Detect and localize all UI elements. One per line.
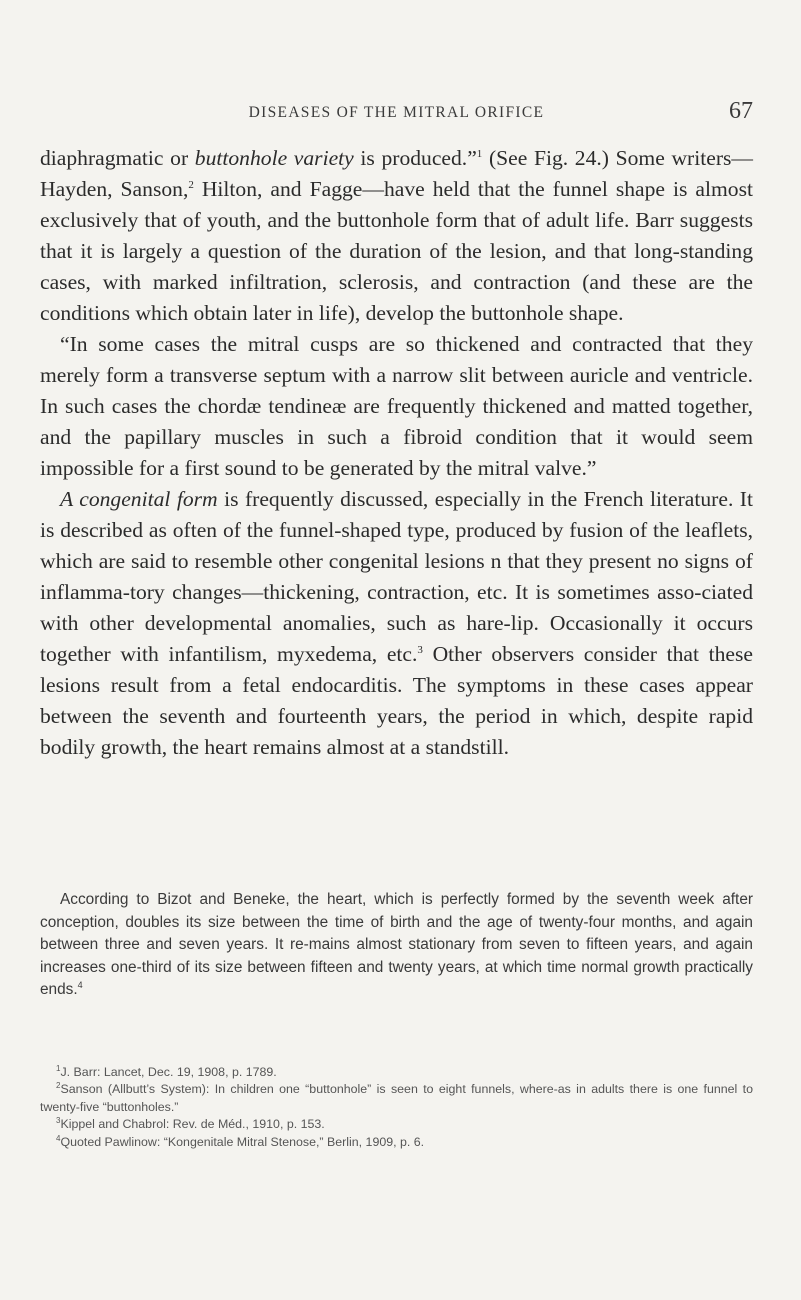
footnote-mark: 2 [56,1081,61,1091]
footnote-ref: 4 [77,980,83,991]
footnote-text: J. Barr: Lancet, Dec. 19, 1908, p. 1789. [60,1065,277,1079]
footnote-mark: 4 [56,1133,61,1143]
paragraph-1 [40,143,753,329]
text-run: is frequently discussed, especially in the French literature. It is described as often of the funnel-shaped type, produced by fusion of the leaflets, which are said to resemble other congenital lesions n that they present no signs of inflamma-tory changes—thickening, contraction, etc. It is sometimes asso-ciated with other developmental anomalies, such as hare-lip. Occasionally it occurs together with infantilism, myxedema, etc. [40,487,754,666]
paragraph-2-quote: “In some cases the mitral cusps are so thickened and contracted that they merely form a transverse septum with a narrow slit between auricle and ventricle. In such cases the chordæ tendineæ are frequently thickened and matted together, and the papillary muscles in such a fibroid condition that it would seem impossible for a first sound to be generated by the mitral valve.” [40,332,753,480]
text-run: Other observers consider that these lesions result from a fetal endocarditis. The symptoms in these cases appear between the seventh and fourteenth years, the period in which, despite rapid bodily growth, the heart remains almost at a standstill. [40,642,753,759]
footnote-mark: 3 [56,1116,61,1126]
footnote-ref: 3 [417,644,423,656]
footnote-text: Quoted Pawlinow: “Kongenitale Mitral Stenose,” Berlin, 1909, p. 6. [60,1134,425,1149]
small-print-paragraph [40,889,753,1002]
paragraph-3 [40,484,753,763]
text-run: According to Bizot and Beneke, the heart, which is perfectly formed by the seventh week after conception, doubles its size between the time of birth and the age of twenty-four months, and again between three and seven years. It re-mains almost stationary from seven to fifteen years, and again increases one-third of its size between fifteen and twenty years, at which time normal growth practically ends. [40,891,753,999]
page-number: 67 [729,98,753,124]
text-run: is produced.” [353,146,477,170]
footnote [40,1134,753,1151]
text-run: Hilton, and Fagge—have held that the funnel shape is almost exclusively that of youth, and the buttonhole form that of adult life. Barr suggests that it is largely a question of the duration of the lesion, and that long-standing cases, with marked infiltration, sclerosis, and contraction (and these are the conditions which obtain later in life), develop the buttonhole shape. [40,177,753,325]
running-title: DISEASES OF THE MITRAL ORIFICE [248,104,545,121]
footnote [40,1064,753,1081]
italic-term: A congenital form [60,487,218,511]
footnote-ref: 2 [188,179,194,191]
footnotes [40,1064,753,1151]
running-header [40,98,753,128]
italic-term: buttonhole variety [194,146,354,170]
text-run: diaphragmatic or [40,146,195,170]
small-print-block [40,889,753,1002]
text-run: (See Fig. 24.) Some writers—Hayden, Sanson, [40,146,754,201]
footnote-text: Sanson (Allbutt’s System): In children one “buttonhole” is seen to eight funnels, where-as in adults there is one funnel to twenty-five “buttonholes.” [40,1082,753,1114]
footnote-ref: 1 [476,148,483,160]
main-text [40,143,753,763]
footnote [40,1116,753,1133]
footnote-mark: 1 [56,1064,61,1073]
footnote [40,1081,753,1116]
footnote-text: Kippel and Chabrol: Rev. de Méd., 1910, p. 153. [60,1117,325,1132]
